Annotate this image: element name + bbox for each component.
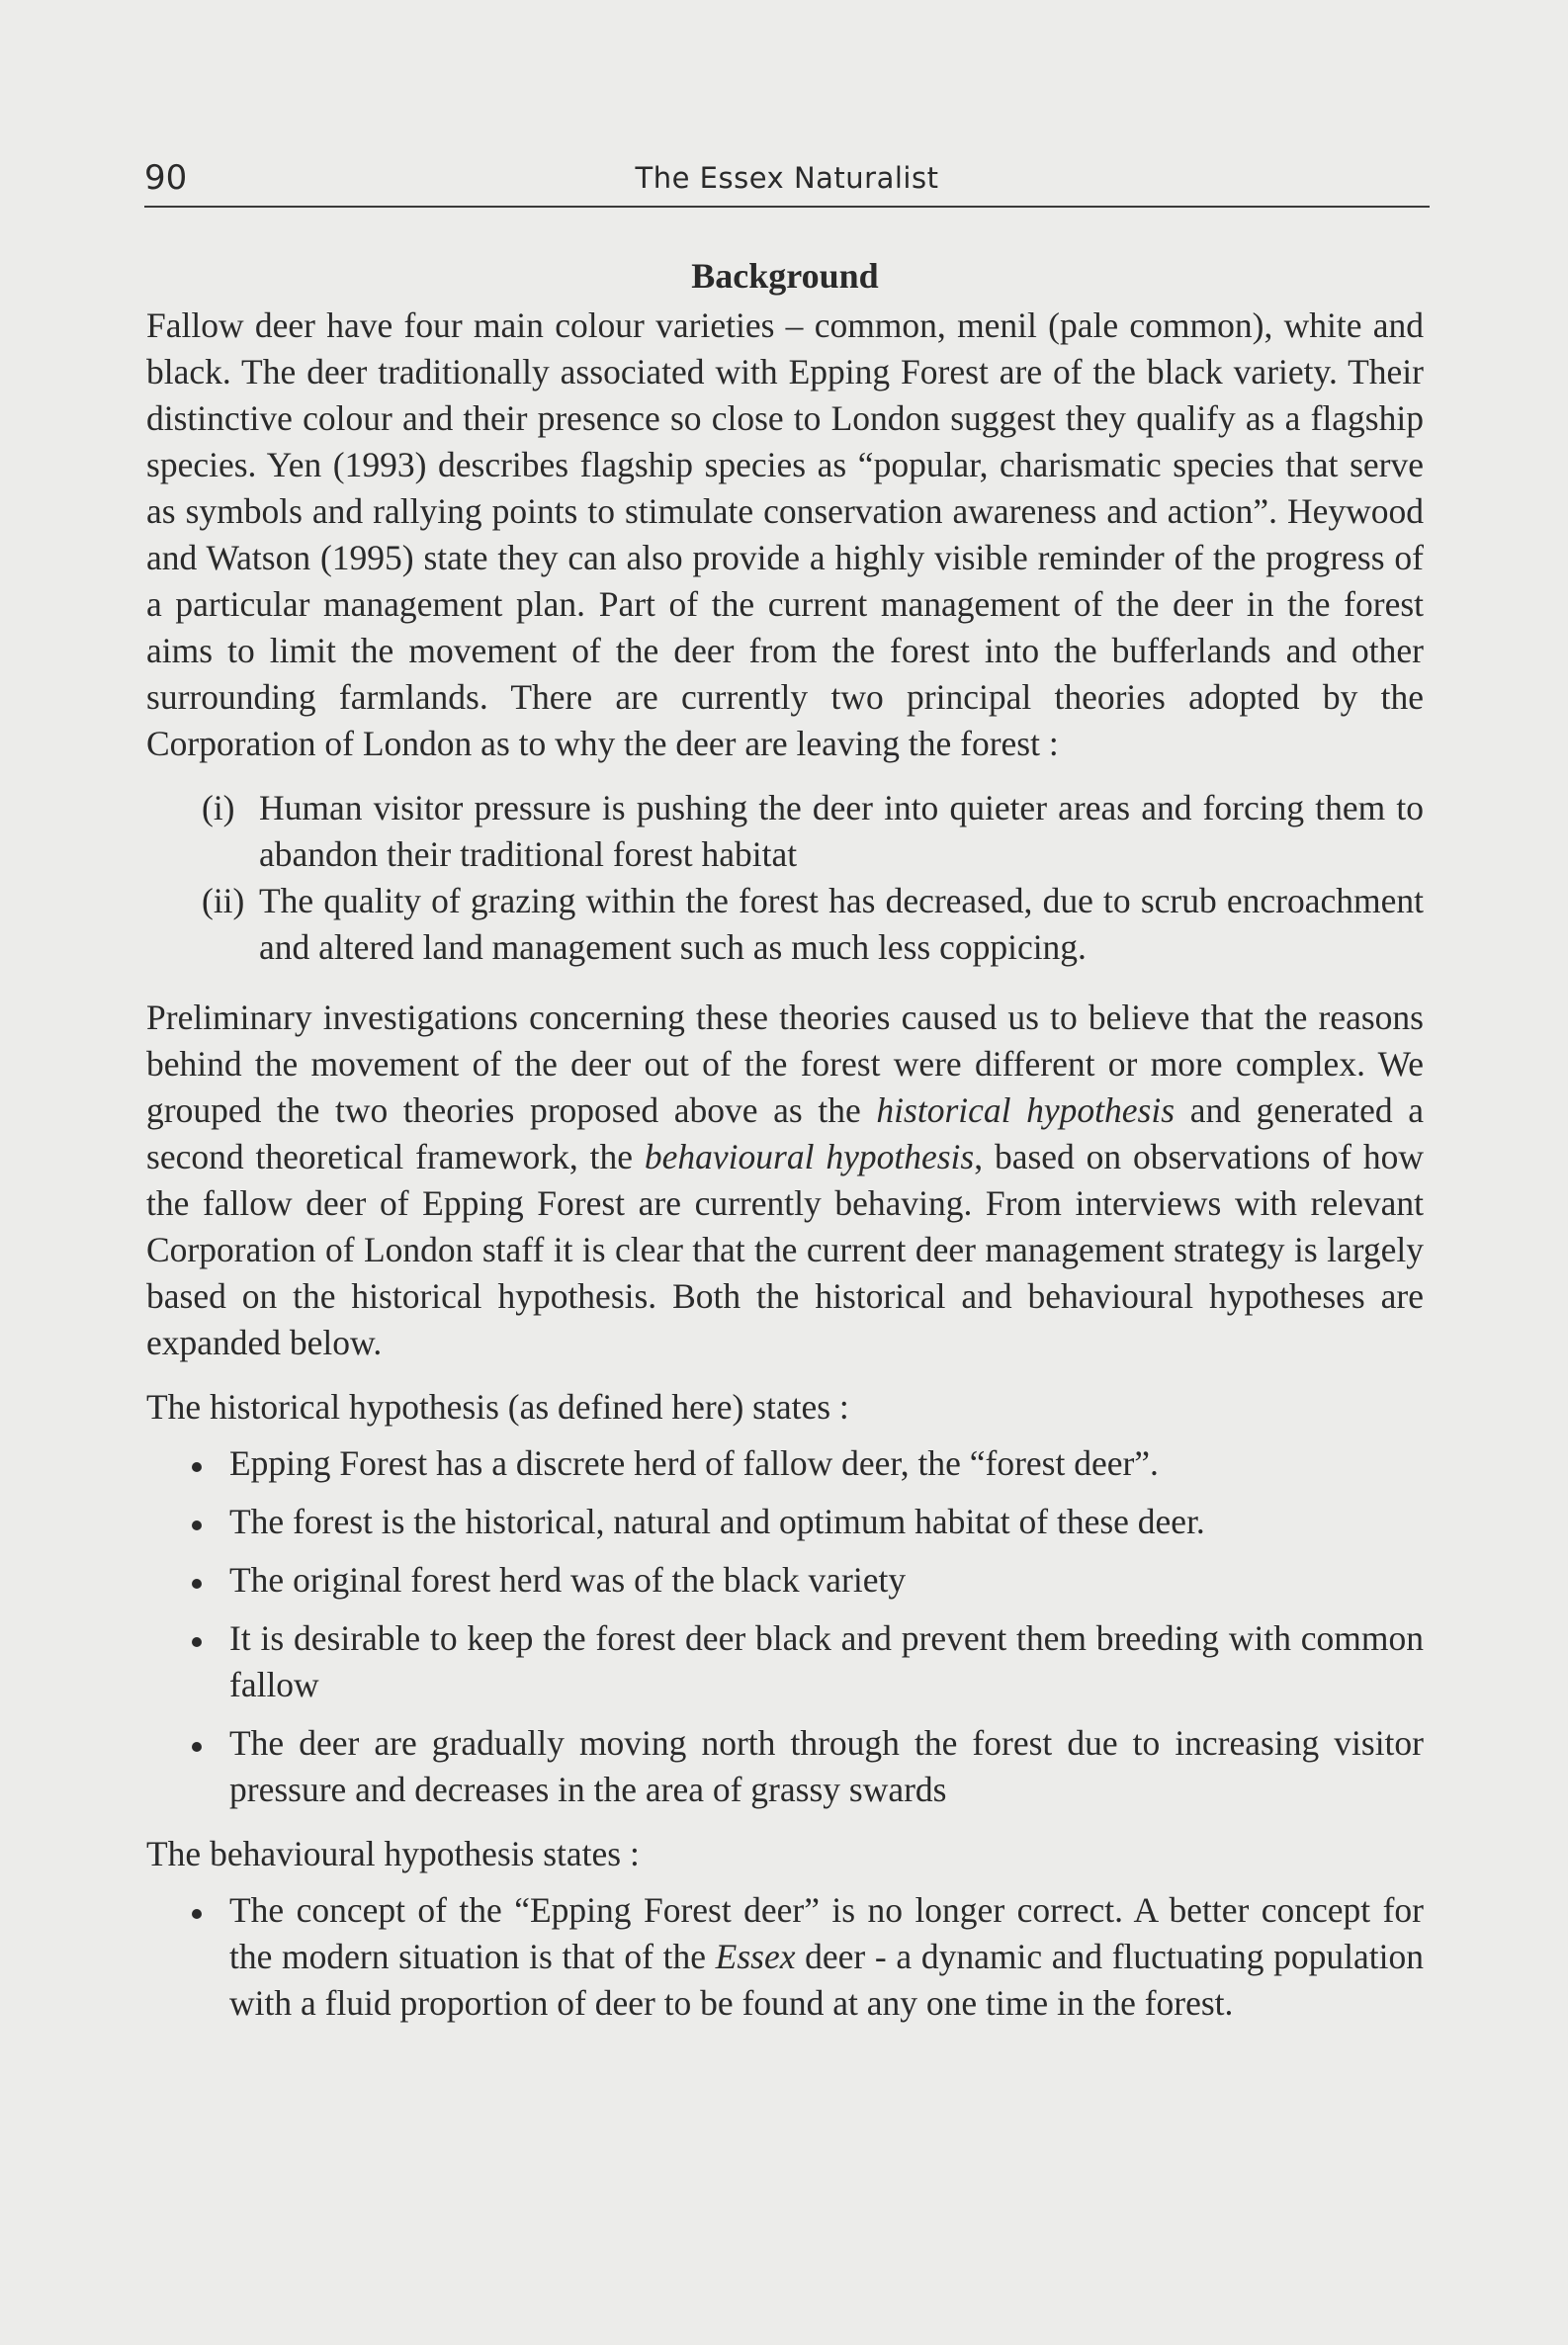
list-item-text: Epping Forest has a discrete herd of fallow deer, the “forest deer”. [229,1443,1159,1483]
list-item [146,1615,1424,1708]
italic-term: Essex [715,1937,796,1976]
bullet-icon [146,1440,229,1487]
list-item-text: The forest is the historical, natural and optimum habitat of these deer. [229,1502,1205,1541]
bullet-icon [146,1887,229,2027]
text-run: Preliminary investigations concerning these theories caused us to believe that the reasons behind the movement of the deer out of the forest were different or more complex. We grouped the two theories proposed above as the [146,998,1424,1130]
list-item [146,1887,1424,2027]
bullet-icon [146,1615,229,1708]
page-header [144,156,1430,208]
list-item-text: The deer are gradually moving north through the forest due to increasing visitor pressure and decreases in the area of grassy swards [229,1723,1424,1809]
theories-list [146,785,1424,971]
italic-term: behavioural hypothesis [644,1137,975,1176]
list-item-text: The quality of grazing within the forest has decreased, due to scrub encroachment and altered land management such as much less coppicing. [259,881,1424,967]
historical-points-list [146,1440,1424,1813]
list-item-text: It is desirable to keep the forest deer black and prevent them breeding with common fallow [229,1618,1424,1704]
behavioural-points-list [146,1887,1424,2027]
background-paragraph: Fallow deer have four main colour varieties – common, menil (pale common), white and black. The deer traditionally associated with Epping Forest are of the black variety. Their distinctive colour and their presence so close to London suggest they qualify as a flagship species. Yen (1993) describes flagship species as “popular, charismatic species that serve as symbols and rallying points to stimulate conservation awareness and action”. Heywood and Watson (1995) state they can also provide a highly visible reminder of the progress of a particular management plan. Part of the current management of the deer in the forest aims to limit the movement of the deer from the forest into the bufferlands and other surrounding farmlands. There are currently two principal theories adopted by the Corporation of London as to why the deer are leaving the forest : [146,305,1424,763]
list-item [146,1557,1424,1604]
section-heading: Background [691,256,879,296]
bullet-icon [146,1499,229,1545]
list-item-number: (i) [202,788,235,827]
list-item-text [229,1887,1424,2027]
text-run: and generated a second theoretical framework, the [146,1090,1424,1176]
bullet-icon [146,1720,229,1813]
list-item-text: The original forest herd was of the black variety [229,1560,907,1600]
list-item [146,878,1424,971]
list-item [146,1440,1424,1487]
hypotheses-paragraph [146,995,1424,1366]
text-run: deer - a dynamic and fluctuating population with a fluid proportion of deer to be found at any one time in the forest. [229,1937,1425,2023]
italic-term: historical hypothesis [876,1090,1176,1130]
list-item [146,1720,1424,1813]
bullet-icon [146,1557,229,1604]
historical-intro: The historical hypothesis (as defined here) states : [146,1387,849,1427]
text-run: , based on observations of how the fallow deer of Epping Forest are currently behaving. From interviews with relevant Corporation of London staff it is clear that the current deer management strategy is largely based on the historical hypothesis. Both the historical and behavioural hypotheses are expanded below. [146,1137,1424,1362]
list-item [146,1499,1424,1545]
running-head: The Essex Naturalist [635,161,939,195]
article-body [146,249,1424,2039]
behavioural-intro: The behavioural hypothesis states : [146,1834,640,1873]
list-item [146,785,1424,878]
text-run: The concept of the “Epping Forest deer” is no longer correct. A better concept for the modern situation is that of the [229,1890,1424,1976]
page-number: 90 [144,158,188,198]
list-item-text: Human visitor pressure is pushing the deer into quieter areas and forcing them to abandon their traditional forest habitat [259,788,1424,874]
list-item-number: (ii) [202,881,245,920]
